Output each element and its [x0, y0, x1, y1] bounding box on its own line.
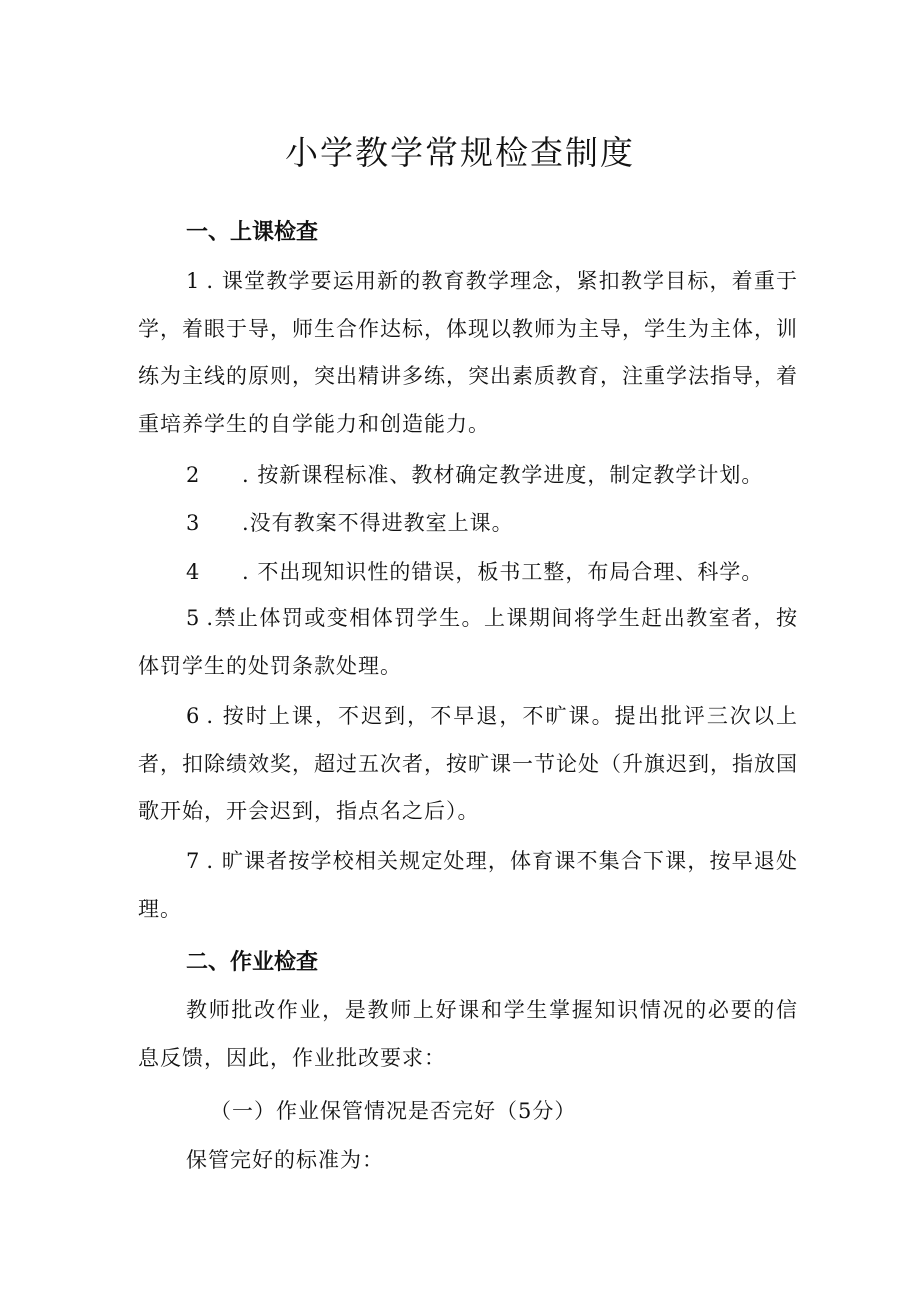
section-heading-homework-inspection: 二、作业检查 — [186, 950, 319, 975]
sub-item-homework-storage: （一）作业保管情况是否完好（5分） — [210, 1099, 577, 1123]
list-item-text: . 按新课程标准、教材确定教学进度，制定教学计划。 — [242, 463, 764, 487]
list-item-number: 2 — [186, 463, 201, 487]
list-item-number: 1 — [186, 269, 201, 293]
homework-intro: 教师批改作业，是教师上好课和学生掌握知识情况的必要的信息反馈，因此，作业批改要求： — [138, 998, 798, 1070]
list-item-number: 5 — [186, 606, 201, 630]
list-item-number: 3 — [186, 511, 201, 535]
list-item-text: . 按时上课，不迟到，不早退，不旷课。提出批评三次以上者，扣除绩效奖，超过五次者，按旷课一节论处（升旗迟到，指放国歌开始，开会迟到，指点名之后）。 — [138, 704, 798, 823]
list-item-text: .禁止体罚或变相体罚学生。上课期间将学生赶出教室者，按体罚学生的处罚条款处理。 — [138, 606, 798, 678]
list-item-number: 4 — [186, 560, 201, 584]
list-item-text: . 课堂教学要运用新的教育教学理念，紧扣教学目标，着重于学，着眼于导，师生合作达标，体现以教师为主导，学生为主体，训练为主线的原则，突出精讲多练，突出素质教育，注重学法指导，着重培养学生的自学能力和创造能力。 — [138, 269, 798, 436]
list-item-7 — [138, 838, 798, 933]
list-item-text: .没有教案不得进教室上课。 — [242, 511, 514, 535]
list-item-number: 6 — [186, 704, 201, 728]
list-item-4 — [186, 557, 763, 587]
list-item-5 — [138, 595, 798, 690]
list-item-text: . 旷课者按学校相关规定处理，体育课不集合下课，按早退处理。 — [138, 849, 798, 921]
list-item-2 — [186, 460, 763, 490]
list-item-text: . 不出现知识性的错误，板书工整，布局合理、科学。 — [242, 560, 764, 584]
list-item-6 — [138, 693, 798, 836]
list-item-1 — [138, 258, 798, 448]
list-item-number: 7 — [186, 849, 201, 873]
list-item-3 — [186, 508, 514, 538]
standard-label: 保管完好的标准为： — [186, 1148, 384, 1172]
section-heading-class-inspection: 一、上课检查 — [186, 220, 319, 245]
document-title: 小学教学常规检查制度 — [285, 133, 635, 172]
